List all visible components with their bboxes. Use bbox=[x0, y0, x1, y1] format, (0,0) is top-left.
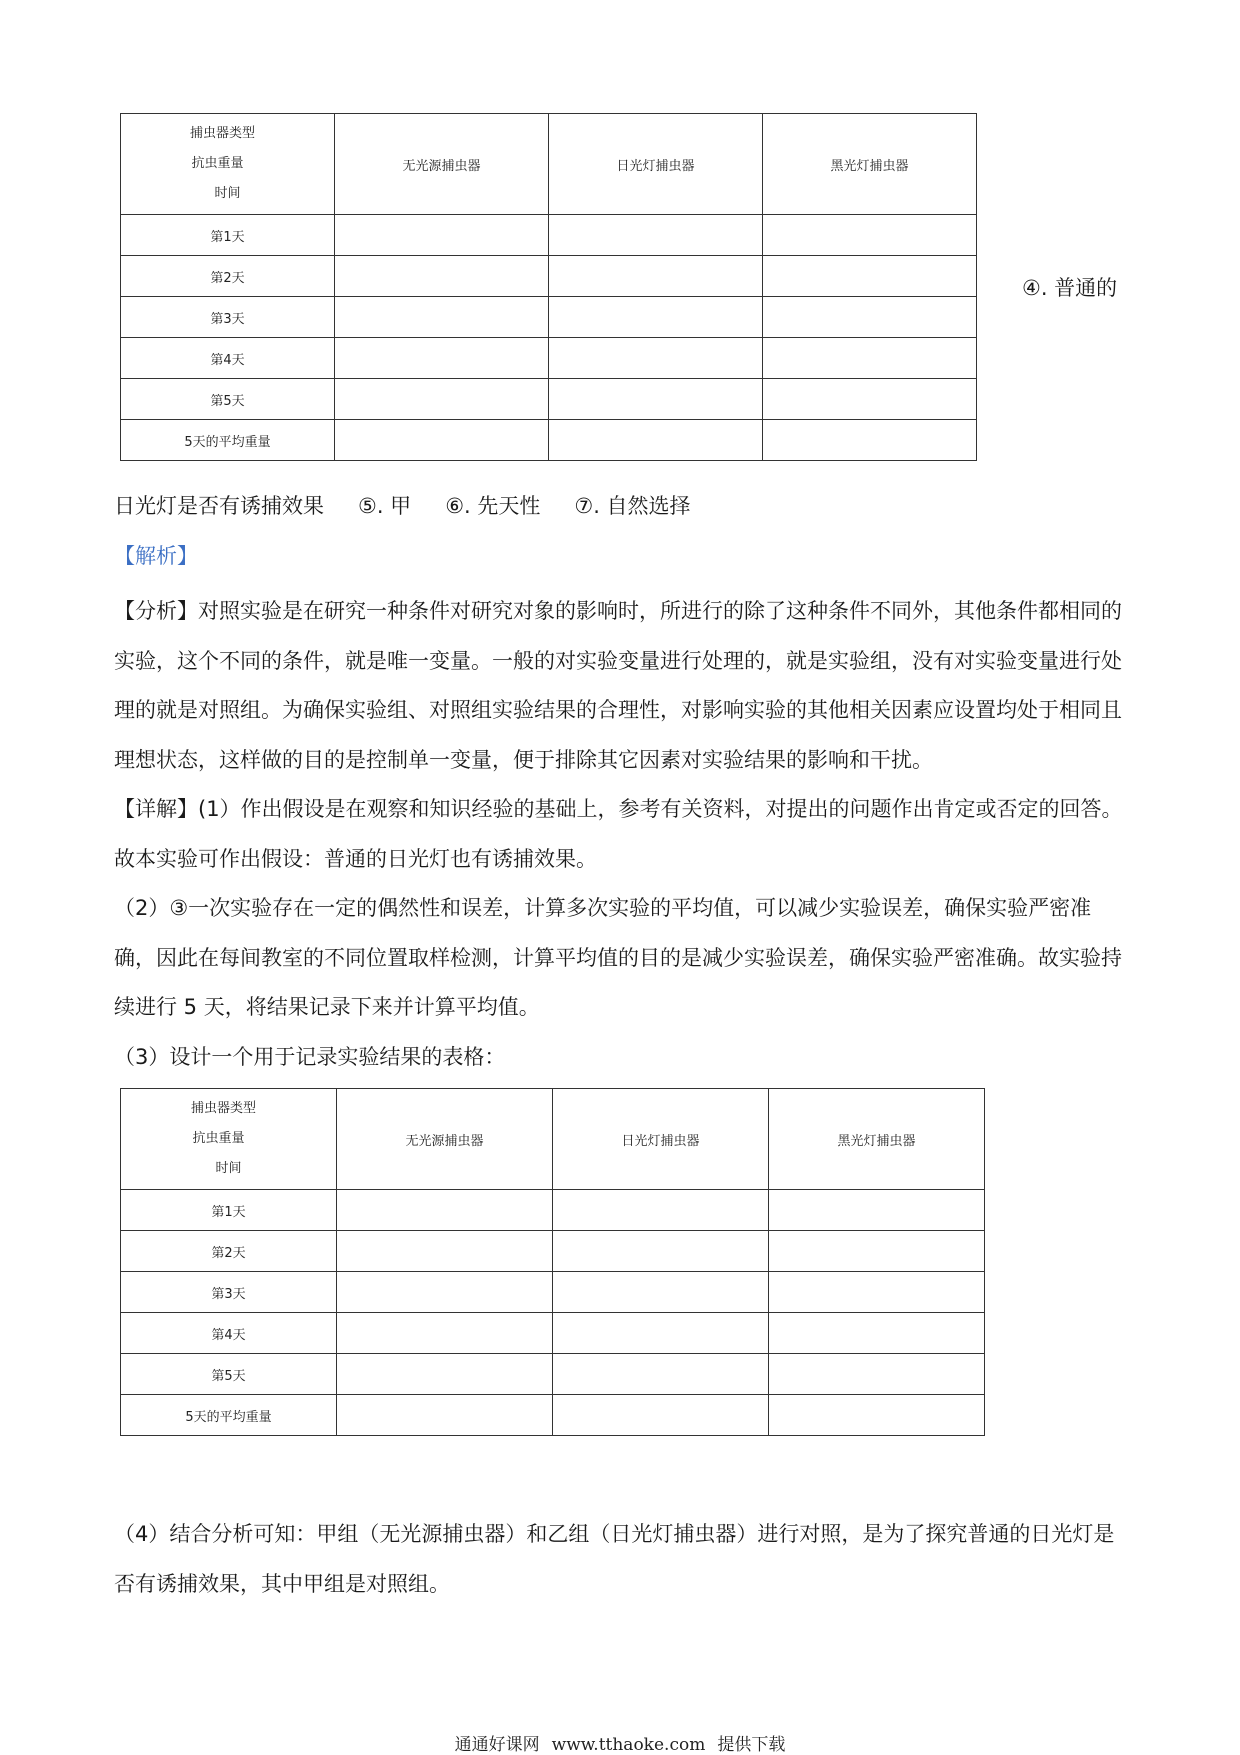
table-cell bbox=[337, 1272, 553, 1313]
column-header: 无光源捕虫器 bbox=[337, 1089, 553, 1190]
row-label: 5天的平均重量 bbox=[121, 420, 335, 461]
row-label: 第5天 bbox=[121, 379, 335, 420]
table-cell bbox=[763, 420, 977, 461]
column-header: 日光灯捕虫器 bbox=[553, 1089, 769, 1190]
diag-label-weight: 抗虫重量 bbox=[191, 156, 244, 171]
table-cell bbox=[337, 1313, 553, 1354]
detail-paragraph-3: （3）设计一个用于记录实验结果的表格： bbox=[114, 1045, 506, 1069]
table-cell bbox=[549, 256, 763, 297]
row-label: 第4天 bbox=[121, 1313, 337, 1354]
table-cell bbox=[549, 379, 763, 420]
table-cell bbox=[553, 1272, 769, 1313]
row-label: 第1天 bbox=[121, 1190, 337, 1231]
row-label: 第2天 bbox=[121, 256, 335, 297]
column-header: 无光源捕虫器 bbox=[335, 114, 549, 215]
table-cell bbox=[337, 1395, 553, 1436]
detail-paragraph-1: 【详解】(1）作出假设是在观察和知识经验的基础上，参考有关资料，对提出的问题作出肯定或否定的回答。故本实验可作出假设：普通的日光灯也有诱捕效果。 bbox=[114, 797, 1123, 871]
row-label: 第3天 bbox=[121, 1272, 337, 1313]
diag-label-time: 时间 bbox=[214, 186, 241, 201]
table-cell bbox=[553, 1354, 769, 1395]
row-label: 第4天 bbox=[121, 338, 335, 379]
table-cell bbox=[549, 420, 763, 461]
table-cell bbox=[763, 379, 977, 420]
table-cell bbox=[769, 1395, 985, 1436]
footer-note: 提供下载 bbox=[717, 1735, 786, 1755]
table-cell bbox=[769, 1231, 985, 1272]
table-cell bbox=[337, 1231, 553, 1272]
diag-label-time: 时间 bbox=[215, 1161, 242, 1176]
row-label: 第2天 bbox=[121, 1231, 337, 1272]
diag-label-type: 捕虫器类型 bbox=[189, 126, 255, 141]
row-label: 第5天 bbox=[121, 1354, 337, 1395]
row-label: 第3天 bbox=[121, 297, 335, 338]
row-label: 5天的平均重量 bbox=[121, 1395, 337, 1436]
table-cell bbox=[549, 215, 763, 256]
table-cell bbox=[337, 1190, 553, 1231]
row-label: 第1天 bbox=[121, 215, 335, 256]
answer-6: ⑥. 先天性 bbox=[445, 494, 541, 518]
table-cell bbox=[335, 420, 549, 461]
table-cell bbox=[763, 215, 977, 256]
table-cell bbox=[335, 338, 549, 379]
jiexi-label: 【解析】 bbox=[114, 544, 198, 568]
header-diagonal-cell bbox=[121, 1089, 337, 1190]
table-cell bbox=[337, 1354, 553, 1395]
table-cell bbox=[335, 256, 549, 297]
answer-4-part1: ④. 普通的 bbox=[1022, 276, 1118, 300]
header-diagonal-cell bbox=[121, 114, 335, 215]
footer-site-name: 通通好课网 bbox=[454, 1735, 540, 1755]
table-cell bbox=[335, 215, 549, 256]
detail-paragraph-2: （2）③一次实验存在一定的偶然性和误差，计算多次实验的平均值，可以减少实验误差，确保实验严密准确，因此在每间教室的不同位置取样检测，计算平均值的目的是减少实验误差，确保实验严密准确。故实验持续进行 5 天，将结果记录下来并计算平均值。 bbox=[114, 896, 1122, 1019]
record-table-1 bbox=[120, 113, 977, 461]
table-cell bbox=[763, 256, 977, 297]
answer-4-part2: 日光灯是否有诱捕效果 bbox=[114, 494, 324, 518]
table-cell bbox=[769, 1190, 985, 1231]
table-cell bbox=[553, 1231, 769, 1272]
record-table-2 bbox=[120, 1088, 985, 1436]
diag-label-type: 捕虫器类型 bbox=[190, 1101, 256, 1116]
column-header: 黑光灯捕虫器 bbox=[763, 114, 977, 215]
detail-paragraph-4: （4）结合分析可知：甲组（无光源捕虫器）和乙组（日光灯捕虫器）进行对照，是为了探究普通的日光灯是否有诱捕效果，其中甲组是对照组。 bbox=[114, 1522, 1115, 1596]
table-cell bbox=[549, 338, 763, 379]
table-cell bbox=[335, 379, 549, 420]
table-cell bbox=[769, 1313, 985, 1354]
table-cell bbox=[763, 297, 977, 338]
column-header: 黑光灯捕虫器 bbox=[769, 1089, 985, 1190]
table-cell bbox=[769, 1354, 985, 1395]
table-cell bbox=[553, 1313, 769, 1354]
table-cell bbox=[553, 1190, 769, 1231]
table-cell bbox=[553, 1395, 769, 1436]
table-cell bbox=[769, 1272, 985, 1313]
footer-url[interactable]: www.tthaoke.com bbox=[551, 1735, 706, 1755]
column-header: 日光灯捕虫器 bbox=[549, 114, 763, 215]
page-footer bbox=[0, 1730, 1240, 1755]
answer-5: ⑤. 甲 bbox=[358, 494, 412, 518]
answer-7: ⑦. 自然选择 bbox=[574, 494, 691, 518]
table-cell bbox=[763, 338, 977, 379]
answer-line bbox=[114, 490, 725, 520]
diag-label-weight: 抗虫重量 bbox=[192, 1131, 245, 1146]
table-cell bbox=[335, 297, 549, 338]
analysis-paragraph: 【分析】对照实验是在研究一种条件对研究对象的影响时，所进行的除了这种条件不同外，其他条件都相同的实验，这个不同的条件，就是唯一变量。一般的对实验变量进行处理的，就是实验组，没有对实验变量进行处理的就是对照组。为确保实验组、对照组实验结果的合理性，对影响实验的其他相关因素应设置均处于相同且理想状态，这样做的目的是控制单一变量，便于排除其它因素对实验结果的影响和干扰。 bbox=[114, 599, 1122, 772]
table-cell bbox=[549, 297, 763, 338]
